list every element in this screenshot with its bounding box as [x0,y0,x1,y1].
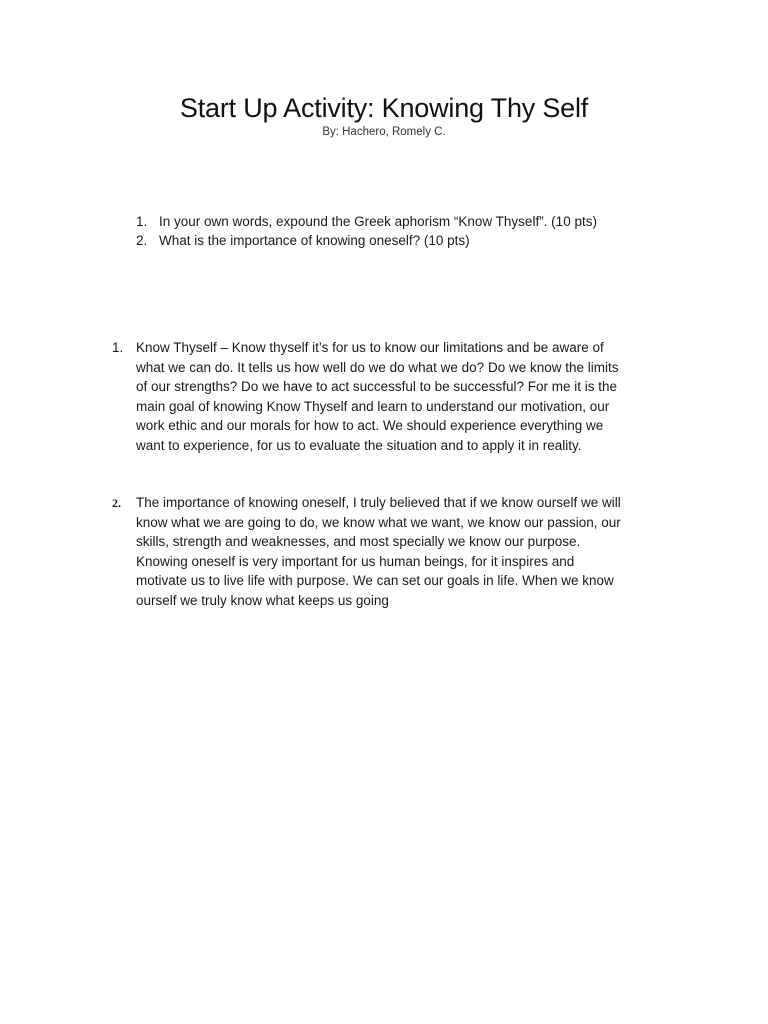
document-title: Start Up Activity: Knowing Thy Self [179,93,589,123]
answer-item-2 [112,493,692,610]
answer-number: 1. [112,340,124,355]
question-item-2 [136,231,696,250]
answer-line: main goal of knowing Know Thyself and learn to understand our motivation, our [136,398,610,414]
answer-line: ourself we truly know what keeps us going [136,592,389,608]
question-text: In your own words, expound the Greek aphorism “Know Thyself”. (10 pts) [159,214,597,229]
answer-line: of our strengths? Do we have to act successful to be successful? For me it is the [136,379,617,394]
answer-paragraph [136,338,684,455]
question-list [136,212,696,250]
answer-line: work ethic and our morals for how to act. We should experience everything we [136,418,604,433]
question-number: 2. [136,233,148,248]
answer-paragraph [136,493,684,610]
answer-number: 2. [112,496,121,510]
answer-line: know what we are going to do, we know what we want, we know our passion, our [136,514,621,530]
answer-line: what we can do. It tells us how well do we do what we do? Do we know the limits [136,359,619,375]
answer-line: The importance of knowing oneself, I truly believed that if we know ourself we will [136,495,621,510]
question-number: 1. [136,214,148,229]
answer-line: Knowing oneself is very important for us human beings, for it inspires and [136,553,575,569]
answer-line: motivate us to live life with purpose. We can set our goals in life. When we know [136,573,614,588]
question-text: What is the importance of knowing oneself? (10 pts) [159,233,470,248]
document-byline: By: Hachero, Romely C. [322,126,446,138]
answer-line: Know Thyself – Know thyself it’s for us to know our limitations and be aware of [136,340,604,355]
question-item-1 [136,212,696,231]
answer-line: want to experience, for us to evaluate the situation and to apply it in reality. [136,437,582,453]
answer-line: skills, strength and weaknesses, and most specially we know our purpose. [136,534,581,549]
answer-item-1 [112,338,692,455]
